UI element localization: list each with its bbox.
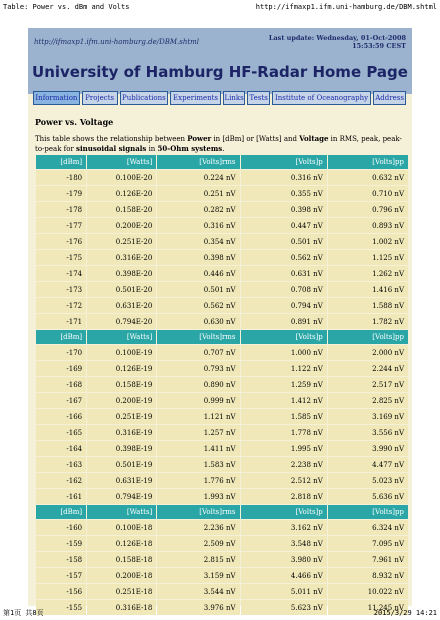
column-header: [Volts]p [241,505,327,519]
table-row [36,250,408,265]
web-page [28,28,412,612]
table-cell: 2.825 nV [328,393,408,408]
nav-tab-address[interactable]: Address [373,91,406,105]
table-cell: 1.259 nV [241,377,327,392]
print-page-number: 第1页 共8页 [3,609,44,617]
print-footer [0,606,440,620]
table-cell: 5.011 nV [241,584,327,599]
table-cell: 1.588 nV [328,298,408,313]
table-cell: 2.238 nV [241,457,327,472]
intro-bold: Power [187,134,212,143]
table-cell: 11.245 nV [328,600,408,615]
table-cell: -176 [36,234,86,249]
table-cell: -174 [36,266,86,281]
table-header-row [36,155,408,169]
table-cell: 0.446 nV [157,266,239,281]
intro-bold: 50-Ohm systems [157,144,223,153]
table-cell: 0.251E-19 [87,409,156,424]
intro-text: in RMS, peak, peak-to-peak for [35,135,402,153]
table-row [36,536,408,551]
table-cell: 1.411 nV [157,441,239,456]
table-cell: 0.631 nV [241,266,327,281]
table-cell: 0.200E-18 [87,568,156,583]
table-row [36,489,408,504]
table-cell: -175 [36,250,86,265]
table-row [36,568,408,583]
column-header: [Volts]rms [157,505,239,519]
column-header: [Volts]rms [157,330,239,344]
table-cell: 0.158E-19 [87,377,156,392]
table-cell: 0.501E-20 [87,282,156,297]
table-cell: -158 [36,552,86,567]
intro-text: This table shows the relationship between [35,135,188,143]
table-cell: 4.477 nV [328,457,408,472]
table-cell: 1.121 nV [157,409,239,424]
column-header: [Volts]rms [157,155,239,169]
table-cell: 0.100E-18 [87,520,156,535]
table-cell: 0.158E-18 [87,552,156,567]
table-cell: 5.023 nV [328,473,408,488]
table-cell: -155 [36,600,86,615]
nav-tab-experiments[interactable]: Experiments [170,91,221,105]
table-cell: 0.710 nV [328,186,408,201]
table-row [36,457,408,472]
table-cell: 0.630 nV [157,314,239,329]
table-cell: -157 [36,568,86,583]
table-row [36,552,408,567]
table-cell: 0.316E-18 [87,600,156,615]
table-cell: 0.398E-19 [87,441,156,456]
table-cell: 0.893 nV [328,218,408,233]
table-cell: 0.100E-20 [87,170,156,185]
table-cell: 7.095 nV [328,536,408,551]
table-cell: 0.632 nV [328,170,408,185]
table-cell: 0.708 nV [241,282,327,297]
table-cell: 0.398E-20 [87,266,156,281]
table-cell: -162 [36,473,86,488]
table-cell: 3.556 nV [328,425,408,440]
table-row [36,425,408,440]
table-row [36,186,408,201]
column-header: [Watts] [87,330,156,344]
intro-bold: Voltage [299,134,329,143]
column-header: [Volts]p [241,155,327,169]
table-cell: 0.447 nV [241,218,327,233]
table-cell: 0.999 nV [157,393,239,408]
nav-tab-projects[interactable]: Projects [82,91,118,105]
column-header: [dBm] [36,330,86,344]
table-row [36,473,408,488]
table-row [36,298,408,313]
table-cell: 3.990 nV [328,441,408,456]
table-cell: -169 [36,361,86,376]
table-row [36,282,408,297]
table-cell: 1.412 nV [241,393,327,408]
site-banner [28,28,412,94]
table-cell: 0.707 nV [157,345,239,360]
table-cell: 1.585 nV [241,409,327,424]
table-cell: 1.002 nV [328,234,408,249]
column-header: [Volts]pp [328,505,408,519]
last-update [269,34,406,50]
table-row [36,218,408,233]
table-cell: 1.122 nV [241,361,327,376]
table-cell: 0.793 nV [157,361,239,376]
table-cell: 0.251 nV [157,186,239,201]
table-cell: 3.169 nV [328,409,408,424]
table-cell: 0.794E-20 [87,314,156,329]
table-cell: 3.980 nV [241,552,327,567]
table-row [36,266,408,281]
column-header: [dBm] [36,155,86,169]
table-cell: 2.815 nV [157,552,239,567]
print-header-title: Table: Power vs. dBm and Volts [3,3,130,11]
table-row [36,520,408,535]
table-cell: 8.932 nV [328,568,408,583]
table-cell: -156 [36,584,86,599]
table-cell: 0.282 nV [157,202,239,217]
table-cell: 0.562 nV [157,298,239,313]
table-cell: 1.000 nV [241,345,327,360]
last-update-date: Last update: Wednesday, 01-Oct-2008 [268,34,406,42]
column-header: [Volts]p [241,330,327,344]
table-cell: 0.354 nV [157,234,239,249]
table-cell: 6.324 nV [328,520,408,535]
table-row [36,314,408,329]
print-header [0,0,440,14]
table-header-row [36,330,408,344]
power-voltage-table [35,154,409,616]
table-cell: 3.976 nV [157,600,239,615]
table-cell: 0.501 nV [241,234,327,249]
table-cell: 2.244 nV [328,361,408,376]
table-cell: 0.398 nV [157,250,239,265]
page-heading: Power vs. Voltage [35,117,114,127]
table-cell: 0.398 nV [241,202,327,217]
table-cell: 1.776 nV [157,473,239,488]
intro-text: in [dBm] or [Watts] and [211,135,300,143]
table-cell: 0.631E-20 [87,298,156,313]
print-header-url: http://ifmaxp1.ifm.uni-hamburg.de/DBM.shtml [255,3,437,11]
table-cell: 0.158E-20 [87,202,156,217]
table-cell: 1.995 nV [241,441,327,456]
table-cell: -160 [36,520,86,535]
table-cell: -161 [36,489,86,504]
table-cell: 2.236 nV [157,520,239,535]
table-cell: 0.355 nV [241,186,327,201]
table-cell: 0.796 nV [328,202,408,217]
table-cell: 0.126E-20 [87,186,156,201]
table-cell: 0.501 nV [157,282,239,297]
table-cell: -164 [36,441,86,456]
nav-tab-tests[interactable]: Tests [247,91,270,105]
intro-text: . [222,145,225,153]
table-header-row [36,505,408,519]
table-cell: 0.224 nV [157,170,239,185]
table-row [36,234,408,249]
table-row [36,393,408,408]
table-cell: 0.794 nV [241,298,327,313]
intro-paragraph [35,134,405,154]
column-header: [Watts] [87,505,156,519]
table-row [36,377,408,392]
column-header: [Volts]pp [328,330,408,344]
nav-bar [33,91,406,105]
table-cell: 1.778 nV [241,425,327,440]
table-cell: 0.200E-20 [87,218,156,233]
site-title: University of Hamburg HF-Radar Home Page [32,63,408,81]
table-cell: 1.416 nV [328,282,408,297]
table-cell: 3.162 nV [241,520,327,535]
table-cell: 2.000 nV [328,345,408,360]
column-header: [Watts] [87,155,156,169]
table-cell: 0.891 nV [241,314,327,329]
table-cell: -177 [36,218,86,233]
table-cell: 0.631E-19 [87,473,156,488]
table-cell: -171 [36,314,86,329]
table-cell: -168 [36,377,86,392]
table-cell: 7.961 nV [328,552,408,567]
table-cell: -179 [36,186,86,201]
table-row [36,584,408,599]
table-cell: 0.251E-20 [87,234,156,249]
table-cell: 0.126E-19 [87,361,156,376]
column-header: [dBm] [36,505,86,519]
last-update-time: 15:53:59 CEST [352,42,406,50]
table-cell: -178 [36,202,86,217]
intro-text: in [146,145,158,153]
table-cell: 0.251E-18 [87,584,156,599]
table-cell: -167 [36,393,86,408]
table-cell: 1.262 nV [328,266,408,281]
table-cell: 4.466 nV [241,568,327,583]
table-cell: 0.562 nV [241,250,327,265]
table-cell: 0.794E-19 [87,489,156,504]
banner-url-link[interactable]: http://ifmaxp1.ifm.uni-hamburg.de/DBM.shtml [34,38,200,46]
table-cell: -172 [36,298,86,313]
table-cell: 10.022 nV [328,584,408,599]
nav-tab-information[interactable]: Information [33,91,80,105]
print-timestamp: 2015/3/29 14:21 [373,609,437,617]
table-cell: 2.517 nV [328,377,408,392]
table-row [36,441,408,456]
table-cell: 5.636 nV [328,489,408,504]
table-cell: -166 [36,409,86,424]
table-cell: -170 [36,345,86,360]
table-cell: 0.890 nV [157,377,239,392]
column-header: [Volts]pp [328,155,408,169]
table-cell: 0.126E-18 [87,536,156,551]
table-cell: 2.818 nV [241,489,327,504]
table-cell: 0.100E-19 [87,345,156,360]
table-cell: 1.125 nV [328,250,408,265]
table-cell: 2.512 nV [241,473,327,488]
table-cell: -163 [36,457,86,472]
table-cell: 1.782 nV [328,314,408,329]
table-cell: 0.316E-19 [87,425,156,440]
table-cell: 0.200E-19 [87,393,156,408]
table-cell: 2.509 nV [157,536,239,551]
table-row [36,170,408,185]
table-cell: 0.316E-20 [87,250,156,265]
table-row [36,361,408,376]
table-cell: 1.257 nV [157,425,239,440]
table-row [36,345,408,360]
table-cell: -180 [36,170,86,185]
table-cell: -159 [36,536,86,551]
table-cell: 3.544 nV [157,584,239,599]
intro-bold: sinusoidal signals [76,144,147,153]
nav-tab-institute-of-oceanography[interactable]: Institute of Oceanography [272,91,371,105]
table-cell: 0.501E-19 [87,457,156,472]
table-cell: -165 [36,425,86,440]
table-row [36,202,408,217]
table-cell: 5.623 nV [241,600,327,615]
table-cell: 0.316 nV [241,170,327,185]
table-cell: 1.993 nV [157,489,239,504]
table-cell: 1.583 nV [157,457,239,472]
table-cell: -173 [36,282,86,297]
table-cell: 3.548 nV [241,536,327,551]
nav-tab-publications[interactable]: Publications [120,91,169,105]
table-row [36,409,408,424]
nav-tab-links[interactable]: Links [223,91,246,105]
table-cell: 0.316 nV [157,218,239,233]
table-cell: 3.159 nV [157,568,239,583]
